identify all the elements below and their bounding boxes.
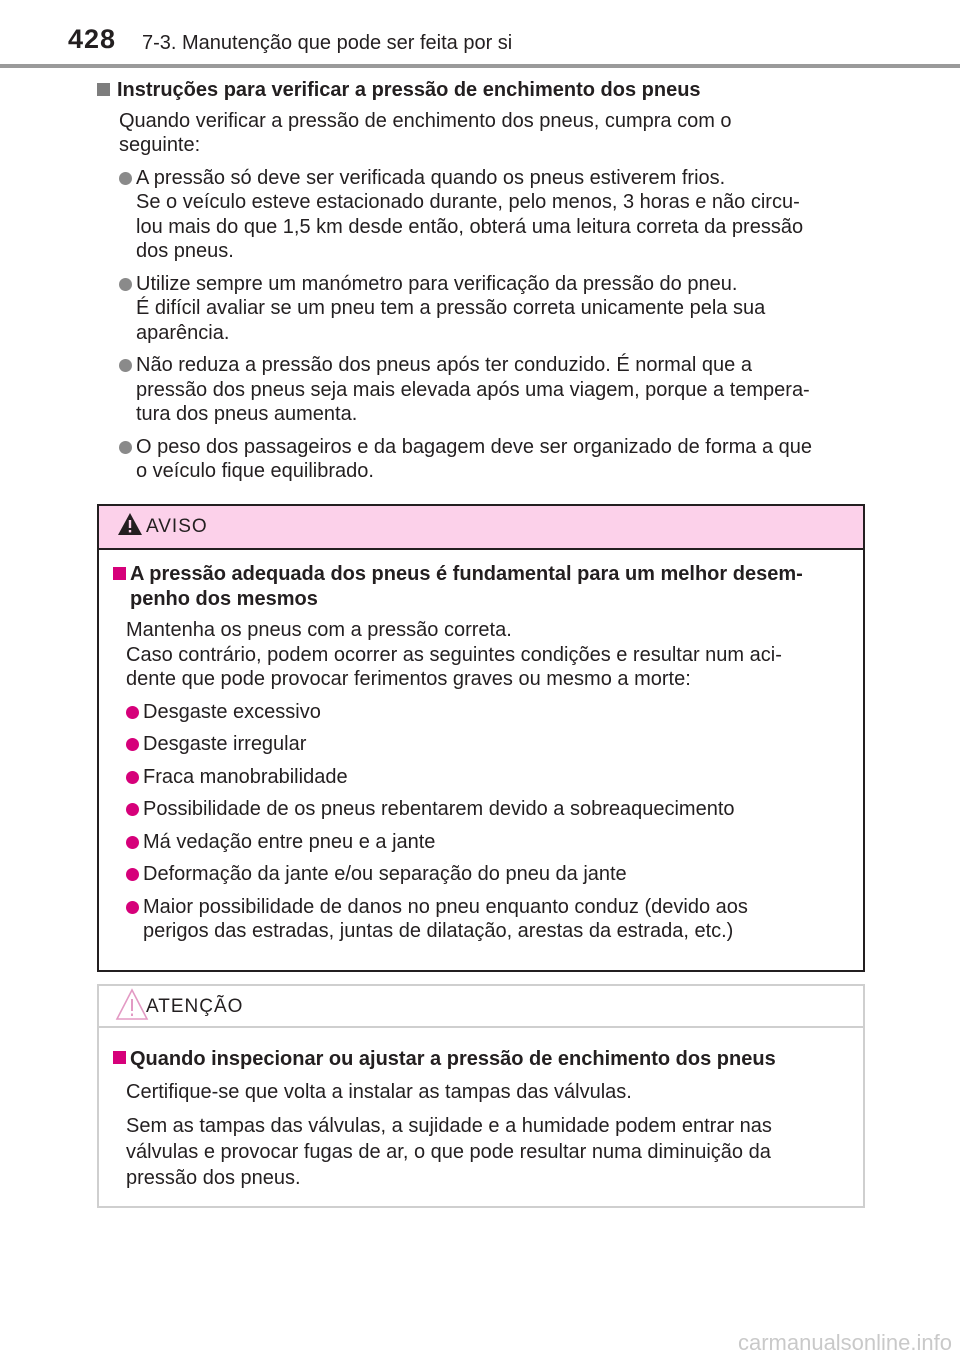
section-heading	[97, 78, 863, 103]
warning-box	[97, 504, 865, 972]
warning-item-line: Possibilidade de os pneus rebentarem devido a sobreaquecimento	[143, 798, 735, 820]
item-line: Não reduza a pressão dos pneus após ter conduzido. É normal que a	[136, 354, 752, 376]
warning-list-item	[126, 862, 855, 887]
notice-line: pressão dos pneus.	[126, 1167, 301, 1189]
list-item	[119, 353, 863, 427]
item-line: A pressão só deve ser verificada quando os pneus estiverem frios.	[136, 166, 726, 189]
list-item	[119, 435, 863, 484]
item-line: dos pneus.	[136, 240, 234, 262]
warning-heading-line: penho dos mesmos	[130, 587, 318, 610]
warning-triangle-filled-icon	[117, 512, 143, 536]
section-heading-text: Instruções para verificar a pressão de enchimento dos pneus	[117, 79, 701, 101]
warning-line: Mantenha os pneus com a pressão correta.	[126, 619, 512, 641]
item-line: É difícil avaliar se um pneu tem a pressão correta unicamente pela sua	[136, 297, 766, 319]
warning-item-line: Desgaste excessivo	[143, 700, 321, 723]
square-bullet-icon	[113, 1051, 126, 1064]
warning-paragraph	[126, 618, 855, 692]
notice-box-label: ATENÇÃO	[146, 996, 244, 1017]
header-rule	[0, 64, 960, 68]
list-item	[119, 272, 863, 346]
warning-triangle-outline-icon	[115, 988, 149, 1022]
bullet-dot-icon	[126, 803, 139, 816]
item-line: pressão dos pneus seja mais elevada após uma viagem, porque a tempera-	[136, 378, 810, 401]
item-line: lou mais do que 1,5 km desde então, obterá uma leitura correta da pressão	[136, 215, 804, 238]
notice-line: válvulas e provocar fugas de ar, o que pode resultar numa diminuição da	[126, 1141, 771, 1163]
warning-list-item	[126, 765, 855, 790]
section-intro	[119, 109, 863, 158]
notice-box	[97, 984, 865, 1208]
list-item	[119, 166, 863, 264]
warning-box-header	[99, 506, 863, 550]
bullet-dot-icon	[119, 172, 132, 185]
item-line: tura dos pneus aumenta.	[136, 403, 358, 425]
warning-list-item	[126, 797, 855, 822]
bullet-dot-icon	[119, 359, 132, 372]
square-bullet-icon	[97, 83, 110, 96]
item-line: O peso dos passageiros e da bagagem deve ser organizado de forma a que	[136, 435, 812, 458]
warning-heading-line: A pressão adequada dos pneus é fundamental para um melhor desem-	[130, 563, 803, 585]
page-number: 428	[68, 24, 117, 54]
notice-box-header	[99, 986, 863, 1028]
notice-paragraph	[126, 1113, 849, 1191]
warning-list-item	[126, 732, 855, 757]
warning-box-label: AVISO	[146, 516, 208, 537]
square-bullet-icon	[113, 567, 126, 580]
intro-line: Quando verificar a pressão de enchimento dos pneus, cumpra com o	[119, 109, 732, 132]
item-line: o veículo fique equilibrado.	[136, 460, 374, 482]
item-line: Se o veículo esteve estacionado durante, pelo menos, 3 horas e não circu-	[136, 191, 800, 213]
bullet-dot-icon	[126, 901, 139, 914]
bullet-dot-icon	[126, 836, 139, 849]
warning-item-line: Fraca manobrabilidade	[143, 765, 348, 788]
bullet-dot-icon	[126, 706, 139, 719]
notice-line: Sem as tampas das válvulas, a sujidade e a humidade podem entrar nas	[126, 1115, 772, 1137]
warning-list-item	[126, 895, 855, 944]
watermark: carmanualsonline.info	[737, 1330, 952, 1355]
warning-heading	[113, 562, 855, 611]
item-line: aparência.	[136, 321, 230, 344]
notice-line: Certifique-se que volta a instalar as tampas das válvulas.	[126, 1081, 632, 1103]
warning-list-item	[126, 830, 855, 855]
warning-item-line: Má vedação entre pneu e a jante	[143, 830, 436, 853]
notice-heading	[113, 1046, 849, 1072]
item-line: Utilize sempre um manómetro para verificação da pressão do pneu.	[136, 272, 738, 295]
warning-item-line: Deformação da jante e/ou separação do pneu da jante	[143, 863, 627, 885]
notice-heading-text: Quando inspecionar ou ajustar a pressão de enchimento dos pneus	[130, 1048, 776, 1070]
warning-line: dente que pode provocar ferimentos graves ou mesmo a morte:	[126, 668, 691, 690]
intro-line: seguinte:	[119, 134, 201, 156]
warning-item-line: Maior possibilidade de danos no pneu enquanto conduz (devido aos	[143, 895, 748, 918]
main-content	[97, 78, 863, 492]
bullet-dot-icon	[126, 738, 139, 751]
warning-box-body	[99, 550, 863, 944]
warning-item-line: perigos das estradas, juntas de dilatação, arestas da estrada, etc.)	[143, 920, 734, 942]
chapter-title: 7-3. Manutenção que pode ser feita por si	[142, 32, 513, 54]
bullet-dot-icon	[126, 868, 139, 881]
warning-line: Caso contrário, podem ocorrer as seguintes condições e resultar num aci-	[126, 643, 782, 666]
notice-paragraph	[126, 1079, 849, 1105]
bullet-dot-icon	[126, 771, 139, 784]
bullet-dot-icon	[119, 441, 132, 454]
bullet-dot-icon	[119, 278, 132, 291]
page-header	[0, 0, 960, 62]
warning-item-line: Desgaste irregular	[143, 733, 307, 755]
warning-list-item	[126, 700, 855, 725]
notice-box-body	[99, 1028, 863, 1191]
